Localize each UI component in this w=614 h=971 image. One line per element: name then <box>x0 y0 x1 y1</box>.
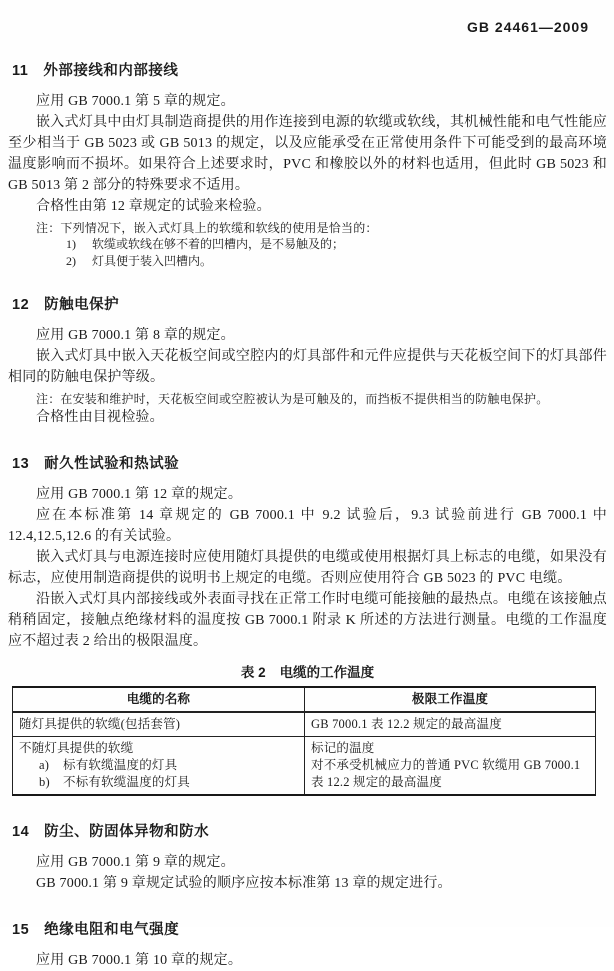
section-15 <box>8 918 607 971</box>
paragraph: 应用 GB 7000.1 第 5 章的规定。 <box>36 94 235 109</box>
list-item <box>8 253 607 270</box>
section-14-heading <box>12 820 607 841</box>
table-row <box>13 737 596 796</box>
paragraph: 应用 GB 7000.1 第 10 章的规定。 <box>36 953 243 968</box>
table-row <box>13 712 596 737</box>
section-number: 11 <box>12 63 29 79</box>
paragraph: 应用 GB 7000.1 第 9 章的规定。 <box>36 855 235 870</box>
table-cell: 随灯具提供的软缆(包括套管) <box>13 712 305 737</box>
list-item <box>8 236 607 253</box>
subitem-number: b) <box>39 775 50 789</box>
section-14 <box>8 820 607 894</box>
paragraph: 应用 GB 7000.1 第 12 章的规定。 <box>36 487 243 502</box>
section-12 <box>8 293 607 428</box>
paragraph: 嵌入式灯具中嵌入天花板空间或空腔内的灯具部件和元件应提供与天花板空间下的灯具部件相同的防触电保护等级。 <box>8 349 607 385</box>
section-title: 绝缘电阻和电气强度 <box>44 922 180 938</box>
section-title: 耐久性试验和热试验 <box>44 456 180 472</box>
section-number: 12 <box>12 297 30 313</box>
table-cell <box>305 737 596 796</box>
cable-temperature-table <box>12 686 596 796</box>
table-header-cell: 极限工作温度 <box>305 687 596 712</box>
section-13 <box>8 452 607 652</box>
table-header-row <box>13 687 596 712</box>
section-11-body <box>8 91 607 269</box>
subitem-text: 标有软缆温度的灯具 <box>63 758 178 772</box>
table-cell-subitem <box>19 757 298 774</box>
paragraph: 合格性由目视检验。 <box>36 410 164 425</box>
section-13-heading <box>12 452 607 473</box>
section-title: 防尘、防固体异物和防水 <box>44 824 210 840</box>
table-cell-line: 标记的温度 <box>311 741 375 755</box>
section-title: 外部接线和内部接线 <box>43 63 179 79</box>
paragraph: 沿嵌入式灯具内部接线或外表面寻找在正常工作时电缆可能接触的最热点。电缆在该接触点稍稍固定，接触点绝缘材料的温度按 GB 7000.1 附录 K 所述的方法进行测量。电缆的工作温度应不超过表 2 给出的极限温度。 <box>8 592 607 649</box>
paragraph: 嵌入式灯具与电源连接时应使用随灯具提供的电缆或使用根据灯具上标志的电缆，如果没有标志，应使用制造商提供的说明书上规定的电缆。否则应使用符合 GB 5023 的 PVC 电缆。 <box>8 550 607 586</box>
section-number: 14 <box>12 824 30 840</box>
table-cell <box>13 737 305 796</box>
section-number: 13 <box>12 456 30 472</box>
note: 注：下列情况下，嵌入式灯具上的软缆和软线的使用是恰当的： <box>36 221 378 235</box>
subitem-number: a) <box>39 758 50 772</box>
table-cell-line: 不随灯具提供的软缆 <box>19 741 134 755</box>
table-cell-subitem <box>19 774 298 791</box>
section-14-body <box>8 852 607 894</box>
table-cell-line: 对不承受机械应力的普通 PVC 软缆用 GB 7000.1 表 12.2 规定的最高温度 <box>311 758 581 789</box>
section-13-body <box>8 484 607 652</box>
section-15-body <box>8 950 607 971</box>
note: 注：在安装和维护时，天花板空间或空腔被认为是可触及的，而挡板不提供相当的防触电保护。 <box>36 392 549 406</box>
list-item-text: 灯具便于装入凹槽内。 <box>92 253 213 268</box>
list-item-text: 软缆或软线在够不着的凹槽内，是不易触及的； <box>92 237 345 251</box>
section-12-body <box>8 325 607 428</box>
section-11 <box>8 59 607 269</box>
table-caption-title: 电缆的工作温度 <box>279 665 375 680</box>
list-item-number: 1) <box>66 237 76 251</box>
doc-number: GB 24461—2009 <box>467 19 589 35</box>
table-caption-label: 表 2 <box>240 665 266 680</box>
paragraph: GB 7000.1 第 9 章规定试验的顺序应按本标准第 13 章的规定进行。 <box>36 876 452 891</box>
table-cell: GB 7000.1 表 12.2 规定的最高温度 <box>305 712 596 737</box>
subitem-text: 不标有软缆温度的灯具 <box>63 775 191 789</box>
paragraph: 嵌入式灯具中由灯具制造商提供的用作连接到电源的软缆或软线，其机械性能和电气性能应至少相当于 GB 5023 或 GB 5013 的规定，以及应能承受在正常使用条件下可能受到的最高环境温度影响而不损坏。如果符合上述要求时，PVC 和橡胶以外的材料也适用，但此时 GB 5023 和 GB 5013 第 2 部分的特殊要求不适用。 <box>8 115 607 193</box>
table-header-cell: 电缆的名称 <box>13 687 305 712</box>
paragraph: 应用 GB 7000.1 第 8 章的规定。 <box>36 328 235 343</box>
paragraph: 应在本标准第 14 章规定的 GB 7000.1 中 9.2 试验后，9.3 试验前进行 GB 7000.1 中 12.4,12.5,12.6 的有关试验。 <box>8 508 607 544</box>
section-number: 15 <box>12 922 30 938</box>
section-title: 防触电保护 <box>44 297 120 313</box>
table-caption <box>8 661 607 681</box>
section-15-heading <box>12 918 607 939</box>
list-item-number: 2) <box>66 253 76 268</box>
paragraph: 合格性由第 12 章规定的试验来检验。 <box>36 199 271 214</box>
section-11-heading <box>12 59 607 80</box>
section-12-heading <box>12 293 607 314</box>
